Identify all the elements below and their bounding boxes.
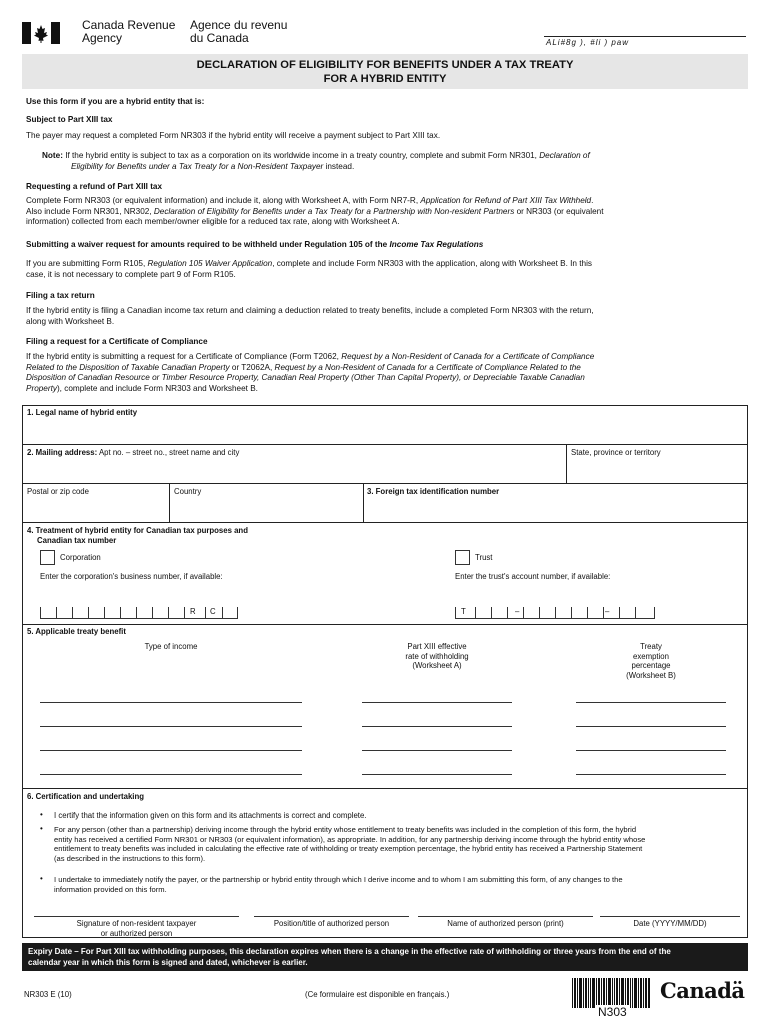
barcode-label: N303: [598, 1005, 627, 1019]
form-code: NR303 E (10): [24, 990, 72, 999]
expiry-line-1: Expiry Date – For Part XIII tax withholding purposes, this declaration expires when there is a change in the effective rate of withholding or three years from the end of the: [28, 947, 671, 956]
cert-italic-3: Request by a Non-Resident of Canada for a Certificate of Compliance Related to the: [274, 362, 581, 372]
certify-bullet: • I certify that the information given on this form and its attachments is correct and complete.: [40, 811, 740, 821]
heading-refund: Requesting a refund of Part XIII tax: [26, 182, 163, 191]
divider: [22, 788, 748, 789]
undertake-text-2: information provided on this form.: [54, 884, 167, 894]
waiver-heading-text: Submitting a waiver request for amounts required to be withheld under Regulation 105 of the: [26, 240, 390, 249]
expiry-line-2: calendar year in which this form is signed and dated, whichever is earlier.: [28, 958, 308, 967]
date-label: Date (YYYY/MM/DD): [633, 919, 707, 928]
refund-text-3: or NR303 (or equivalent: [514, 206, 604, 216]
legal-name-field[interactable]: [23, 418, 747, 444]
treaty-exemption-header: [576, 642, 726, 680]
name-line[interactable]: [418, 916, 593, 917]
postal-label: Postal or zip code: [27, 487, 89, 496]
rate-header-1: Part XIII effective: [407, 642, 467, 651]
heading-waiver: [26, 240, 746, 251]
corporation-checkbox[interactable]: [40, 550, 55, 565]
refund-text-2: Also include Form NR301, NR302,: [26, 206, 154, 216]
use-heading: Use this form if you are a hybrid entity that is:: [26, 97, 205, 106]
cert-italic-2: Related to the Disposition of Taxable Canadian Property: [26, 362, 230, 372]
agency-en-line2: Agency: [82, 31, 123, 45]
exemption-line[interactable]: [576, 774, 726, 775]
mailing-address-field[interactable]: [23, 458, 566, 482]
agency-en-line1: Canada Revenue: [82, 18, 176, 32]
treaty-header-1: Treaty: [640, 642, 662, 651]
cert-text-1: If the hybrid entity is submitting a request for a Certificate of Compliance (Form T2062,: [26, 352, 342, 361]
undertake-text-1: I undertake to immediately notify the payer, or the partnership or hybrid entity through which I derive income and to whom I am submitting this form, of any changes to the: [54, 875, 623, 884]
cert-italic-5: Property: [26, 383, 57, 393]
note-italic-1: Declaration of: [539, 151, 590, 160]
waiver-text-2: , complete and include Form NR303 with the application, along with Worksheet B. In this: [272, 259, 592, 268]
income-type-line[interactable]: [40, 726, 302, 727]
title-line2: FOR A HYBRID ENTITY: [323, 73, 447, 85]
expiry-notice: [22, 943, 748, 971]
exemption-line[interactable]: [576, 750, 726, 751]
canada-flag-icon: [22, 22, 60, 44]
form-title: [22, 54, 748, 89]
rate-header-3: (Worksheet A): [412, 661, 462, 670]
cert-text-2: or T2062A,: [229, 362, 275, 372]
rate-line[interactable]: [362, 750, 512, 751]
nr301-text-2: entity has received a certified Form NR301 or NR303 (or equivalent information), as appropriate. In addition, for any partnership deriving income through the hybrid entity whose: [54, 834, 646, 844]
note-italic-2: Eligibility for Benefits under a Tax Treaty for a Non-Resident Taxpayer: [71, 161, 324, 171]
refund-text-4: information) collected from each member/owner eligible for a reduced tax rate, along with Worksheet A.: [26, 217, 400, 227]
agency-name-fr: [190, 19, 287, 45]
para-waiver: [26, 259, 746, 280]
cert-text-3: ), complete and include Form NR303 and Worksheet B.: [56, 383, 258, 393]
barcode-icon: [572, 978, 650, 1008]
filing-text-1: If the hybrid entity is filing a Canadian income tax return and claiming a deduction related to treaty benefits, include a completed Form NR303 with the return,: [26, 306, 594, 315]
nr301-bullet: • For any person (other than a partnership) deriving income through the hybrid entity whose entitlement to treaty benefits was included in the completion of this form, the hybrid entity has received a certified Form NR301 or NR303 (or equivalent information), as appropriate. In addition, for any partnership deriving income through the hybrid entity whose entitlement to treaty benefits was included in calculating the effective rate of withholding or treaty exemption percentage, the hybrid entity has received a Partnership Statement (as described in the instructions to this form).: [40, 825, 746, 863]
divider: [22, 522, 748, 523]
divider: [22, 624, 748, 625]
filing-text-2: along with Worksheet B.: [26, 316, 115, 326]
note-text-2: instead.: [323, 161, 355, 171]
note-label: Note:: [42, 151, 63, 160]
rate-line[interactable]: [362, 774, 512, 775]
section-4-line2: Canadian tax number: [37, 535, 117, 545]
heading-filing: Filing a tax return: [26, 291, 95, 300]
rate-header-2: rate of withholding: [405, 651, 469, 661]
date-line[interactable]: [600, 916, 740, 917]
section-2-label: [27, 448, 239, 458]
signature-label: [34, 919, 239, 938]
divider: [22, 444, 748, 445]
corp-bn-hint: Enter the corporation's business number, if available:: [40, 572, 223, 581]
waiver-text-3: case, it is not necessary to complete part 9 of Form R105.: [26, 269, 236, 279]
rc-letter-c: C: [210, 607, 216, 616]
note-text-1: If the hybrid entity is subject to tax as a corporation on its worldwide income in a treaty country, complete and submit Form NR301,: [62, 151, 540, 160]
nr301-text-4: (as described in the instructions to this form).: [54, 853, 206, 863]
nr301-text-3: entitlement to treaty benefits was included in calculating the effective rate of withholding or treaty exemption percentage, the hybrid entity has received a Partnership Statement: [54, 844, 643, 853]
exemption-line[interactable]: [576, 726, 726, 727]
refund-form-title-2: Declaration of Eligibility for Benefits under a Tax Treaty for a Partnership with Non-resident Partners: [153, 206, 515, 216]
refund-form-title: Application for Refund of Part XIII Tax Withheld: [420, 196, 592, 205]
waiver-form-title: Regulation 105 Waiver Application: [147, 259, 273, 268]
rate-line[interactable]: [362, 726, 512, 727]
agency-name-en: [82, 19, 175, 45]
position-line[interactable]: [254, 916, 409, 917]
state-label: State, province or territory: [571, 448, 661, 457]
cert-italic-4: Disposition of Canadian Resource or Timber Resource Property, Canadian Real Property (Other Than Capital Property), or Depreciable Taxable Canadian: [26, 373, 585, 383]
cert-italic-1: Request by a Non-Resident of Canada for a Certificate of Compliance: [341, 352, 595, 361]
withholding-rate-header: [362, 642, 512, 671]
divider: [22, 483, 748, 484]
income-type-line[interactable]: [40, 702, 302, 703]
refund-text: Complete Form NR303 (or equivalent information) and include it, along with Worksheet A, with Form NR7-R,: [26, 196, 421, 205]
refund-period: .: [591, 196, 594, 205]
rc-letter-r: R: [190, 607, 196, 616]
name-label: Name of authorized person (print): [447, 919, 564, 928]
heading-subject-part-xiii: Subject to Part XIII tax: [26, 115, 113, 124]
section-4-label: [27, 526, 248, 545]
trust-label: Trust: [475, 553, 493, 562]
foreign-tax-id-field[interactable]: [364, 497, 747, 521]
french-availability: (Ce formulaire est disponible en français.): [305, 990, 450, 999]
business-number-field[interactable]: [40, 605, 238, 619]
note-paragraph: [42, 151, 746, 172]
certify-text: I certify that the information given on this form and its attachments is correct and complete.: [54, 811, 367, 820]
nr301-text-1: For any person (other than a partnership) deriving income through the hybrid entity whose entitlement to treaty benefits was included in the completion of this form, the hybrid: [54, 825, 637, 834]
income-type-line[interactable]: [40, 750, 302, 751]
treaty-header-3: percentage: [631, 661, 671, 670]
mailing-address-hint: Apt no. – street no., street name and city: [98, 448, 240, 457]
heading-certificate: Filing a request for a Certificate of Compliance: [26, 337, 208, 346]
treaty-header-2: exemption: [633, 651, 669, 661]
canada-wordmark: Canadä: [660, 978, 745, 1003]
trust-account-field[interactable]: [455, 605, 655, 619]
trust-letter-t: T: [461, 607, 466, 616]
header-code: ALi#8g ), #li ) paw: [546, 38, 630, 47]
para-filing: [26, 306, 746, 327]
treaty-header-4: (Worksheet B): [626, 670, 676, 680]
signature-line[interactable]: [34, 916, 239, 917]
section-4-line1: 4. Treatment of hybrid entity for Canadian tax purposes and: [27, 526, 248, 535]
state-field[interactable]: [567, 458, 747, 482]
section-5-label: 5. Applicable treaty benefit: [27, 627, 126, 636]
trust-checkbox[interactable]: [455, 550, 470, 565]
para-certificate: [26, 352, 746, 394]
postal-field[interactable]: [23, 497, 169, 521]
type-of-income-header: Type of income: [144, 642, 198, 651]
trust-dash-2: –: [605, 607, 610, 616]
header-rule: [544, 36, 746, 37]
waiver-heading-italic: Income Tax Regulations: [389, 240, 484, 249]
exemption-line[interactable]: [576, 702, 726, 703]
signature-label-2: or authorized person: [100, 928, 173, 938]
section-1-label: 1. Legal name of hybrid entity: [27, 408, 138, 417]
agency-fr-line1: Agence du revenu: [190, 18, 288, 32]
undertake-bullet: • I undertake to immediately notify the payer, or the partnership or hybrid entity through which I derive income and to whom I am submitting this form, of any changes to the information provided on this form.: [40, 875, 746, 894]
trust-account-hint: Enter the trust's account number, if available:: [455, 572, 611, 581]
mailing-address-label: 2. Mailing address:: [27, 448, 98, 457]
trust-dash-1: –: [515, 607, 520, 616]
signature-label-1: Signature of non-resident taxpayer: [76, 919, 197, 928]
section-6-label: 6. Certification and undertaking: [27, 792, 144, 801]
country-label: Country: [174, 487, 202, 496]
title-line1: DECLARATION OF ELIGIBILITY FOR BENEFITS UNDER A TAX TREATY: [196, 59, 574, 71]
para-refund: [26, 196, 746, 228]
agency-fr-line2: du Canada: [190, 31, 249, 45]
country-field[interactable]: [170, 497, 363, 521]
waiver-text-1: If you are submitting Form R105,: [26, 259, 148, 268]
rate-line[interactable]: [362, 702, 512, 703]
section-3-label: 3. Foreign tax identification number: [367, 487, 500, 496]
income-type-line[interactable]: [40, 774, 302, 775]
para-subject: The payer may request a completed Form NR303 if the hybrid entity will receive a payment subject to Part XIII tax.: [26, 131, 441, 140]
corporation-label: Corporation: [60, 553, 101, 562]
position-label: Position/title of authorized person: [273, 919, 390, 928]
